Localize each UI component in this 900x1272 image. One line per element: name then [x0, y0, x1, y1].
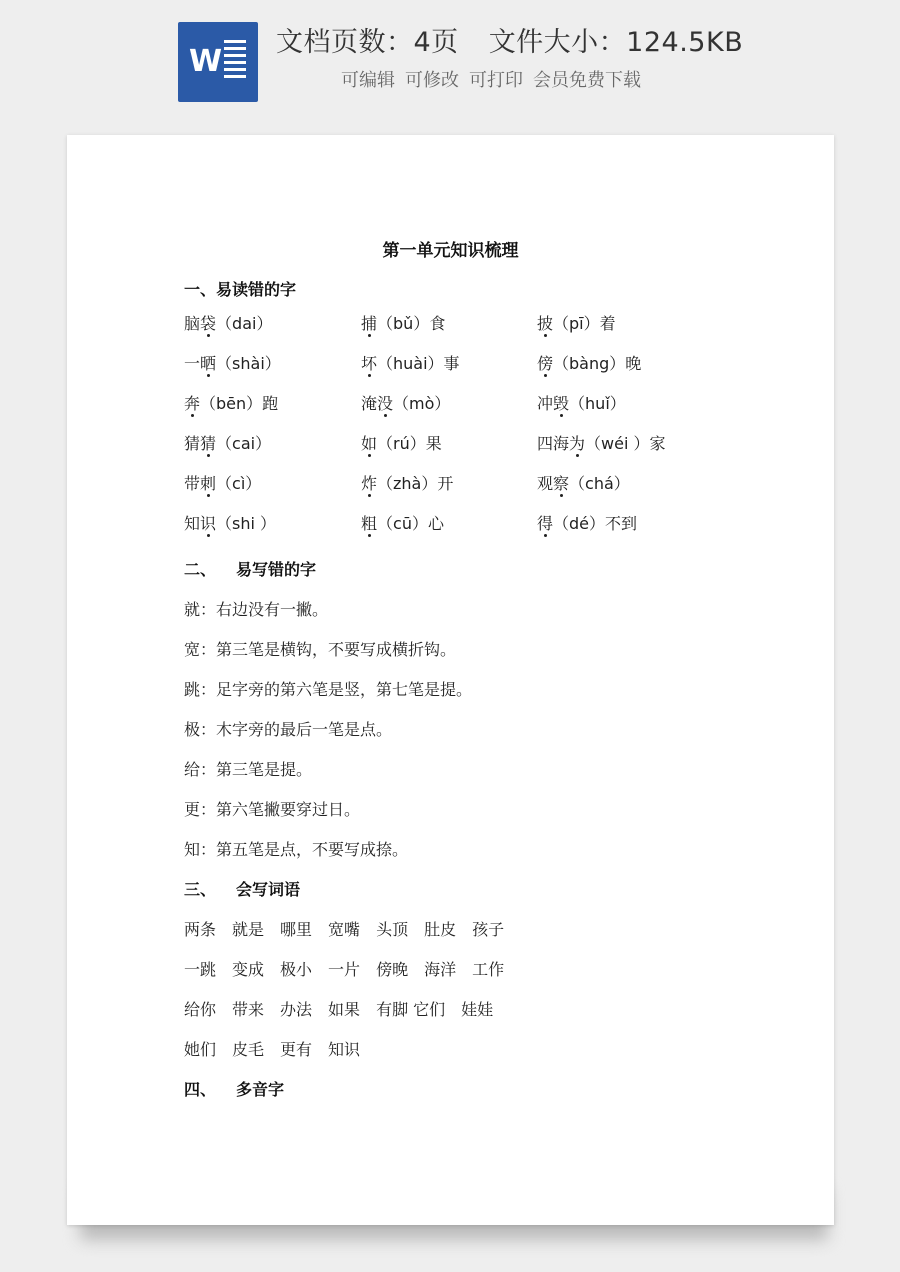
- vocabulary-row: [184, 1037, 376, 1060]
- vocabulary-row: [184, 917, 520, 940]
- file-size: 文件大小：124.5KB: [488, 27, 744, 58]
- pinyin-entry: 披（pī）着: [537, 314, 616, 333]
- stroke-note-line: 就：右边没有一撇。: [184, 600, 329, 619]
- vocabulary-word: 给你: [184, 1000, 217, 1019]
- pinyin-entry: 冲毁（huǐ）: [537, 394, 626, 413]
- emphasized-character: 傍: [537, 354, 554, 373]
- pinyin-entry: 炸（zhà）开: [361, 474, 454, 493]
- pinyin-entry: 四海为（wéi ）家: [537, 434, 666, 453]
- pinyin-entry: 得（dé）不到: [537, 514, 638, 533]
- pinyin-entry: 脑袋（dai）: [184, 314, 273, 333]
- emphasized-character: 披: [537, 314, 554, 333]
- feature-editable: 可编辑: [341, 70, 395, 91]
- emphasized-character: 为: [569, 434, 586, 453]
- emphasized-character: 猜: [200, 434, 217, 453]
- word-document-icon: W: [178, 22, 258, 102]
- vocabulary-word: 娃娃: [461, 1000, 494, 1019]
- pinyin-entry: 奔（bēn）跑: [184, 394, 279, 413]
- vocabulary-word: 海洋: [424, 960, 457, 979]
- pinyin-entry: 粗（cū）心: [361, 514, 444, 533]
- section-heading-vocabulary: 三、 会写词语: [184, 880, 301, 899]
- emphasized-character: 坏: [361, 354, 378, 373]
- emphasized-character: 刺: [200, 474, 217, 493]
- feature-member-download: 会员免费下载: [533, 70, 641, 91]
- pinyin-entry: 淹没（mò）: [361, 394, 451, 413]
- vocabulary-word: 就是: [232, 920, 265, 939]
- document-title: 第一单元知识梳理: [382, 241, 519, 261]
- vocabulary-word: 傍晚: [376, 960, 409, 979]
- pinyin-entry: 带刺（cì）: [184, 474, 262, 493]
- stroke-note-line: 宽：第三笔是横钩，不要写成横折钩。: [184, 640, 457, 659]
- emphasized-character: 如: [361, 434, 378, 453]
- section-heading-polyphonic: 四、 多音字: [184, 1080, 285, 1099]
- vocabulary-word: 皮毛: [232, 1040, 265, 1059]
- stroke-note-line: 极：木字旁的最后一笔是点。: [184, 720, 393, 739]
- vocabulary-word: 宽嘴: [328, 920, 361, 939]
- vocabulary-word: 带来: [232, 1000, 265, 1019]
- vocabulary-word: 工作: [472, 960, 505, 979]
- emphasized-character: 奔: [184, 394, 201, 413]
- vocabulary-word: 变成: [232, 960, 265, 979]
- pinyin-entry: 捕（bǔ）食: [361, 314, 446, 333]
- emphasized-character: 晒: [200, 354, 217, 373]
- pinyin-entry: 观察（chá）: [537, 474, 630, 493]
- emphasized-character: 察: [553, 474, 570, 493]
- vocabulary-word: 一跳: [184, 960, 217, 979]
- vocabulary-word: 孩子: [472, 920, 505, 939]
- vocabulary-word: 如果: [328, 1000, 361, 1019]
- vocabulary-word: 极小: [280, 960, 313, 979]
- vocabulary-word: 头顶: [376, 920, 409, 939]
- pinyin-entry: 知识（shi ）: [184, 514, 277, 533]
- stroke-note-line: 更：第六笔撇要穿过日。: [184, 800, 361, 819]
- file-info: [276, 20, 743, 59]
- vocabulary-word: 有脚 它们: [376, 1000, 446, 1019]
- vocabulary-word: 一片: [328, 960, 361, 979]
- emphasized-character: 毁: [553, 394, 570, 413]
- pinyin-entry: 猜猜（cai）: [184, 434, 272, 453]
- vocabulary-row: [184, 997, 509, 1020]
- emphasized-character: 粗: [361, 514, 378, 533]
- pinyin-entry: 傍（bàng）晚: [537, 354, 642, 373]
- page-count: 文档页数：4页: [276, 27, 459, 58]
- feature-list: [341, 66, 651, 92]
- vocabulary-row: [184, 957, 520, 980]
- vocabulary-word: 知识: [328, 1040, 361, 1059]
- download-header: [0, 0, 900, 120]
- emphasized-character: 袋: [200, 314, 217, 333]
- vocabulary-word: 她们: [184, 1040, 217, 1059]
- emphasized-character: 得: [537, 514, 554, 533]
- pinyin-entry: 一晒（shài）: [184, 354, 281, 373]
- vocabulary-word: 两条: [184, 920, 217, 939]
- emphasized-character: 炸: [361, 474, 378, 493]
- emphasized-character: 没: [377, 394, 394, 413]
- vocabulary-word: 肚皮: [424, 920, 457, 939]
- stroke-note-line: 给：第三笔是提。: [184, 760, 313, 779]
- feature-printable: 可打印: [469, 70, 523, 91]
- document-page: [67, 135, 834, 1225]
- feature-modifiable: 可修改: [405, 70, 459, 91]
- section-heading-miswritten: 二、 易写错的字: [184, 560, 317, 579]
- stroke-note-line: 知：第五笔是点，不要写成捺。: [184, 840, 409, 859]
- emphasized-character: 捕: [361, 314, 378, 333]
- pinyin-entry: 如（rú）果: [361, 434, 442, 453]
- stroke-note-line: 跳：足字旁的第六笔是竖，第七笔是提。: [184, 680, 473, 699]
- vocabulary-word: 更有: [280, 1040, 313, 1059]
- vocabulary-word: 办法: [280, 1000, 313, 1019]
- pinyin-entry: 坏（huài）事: [361, 354, 460, 373]
- emphasized-character: 识: [200, 514, 217, 533]
- section-heading-misread: 一、易读错的字: [184, 280, 297, 299]
- vocabulary-word: 哪里: [280, 920, 313, 939]
